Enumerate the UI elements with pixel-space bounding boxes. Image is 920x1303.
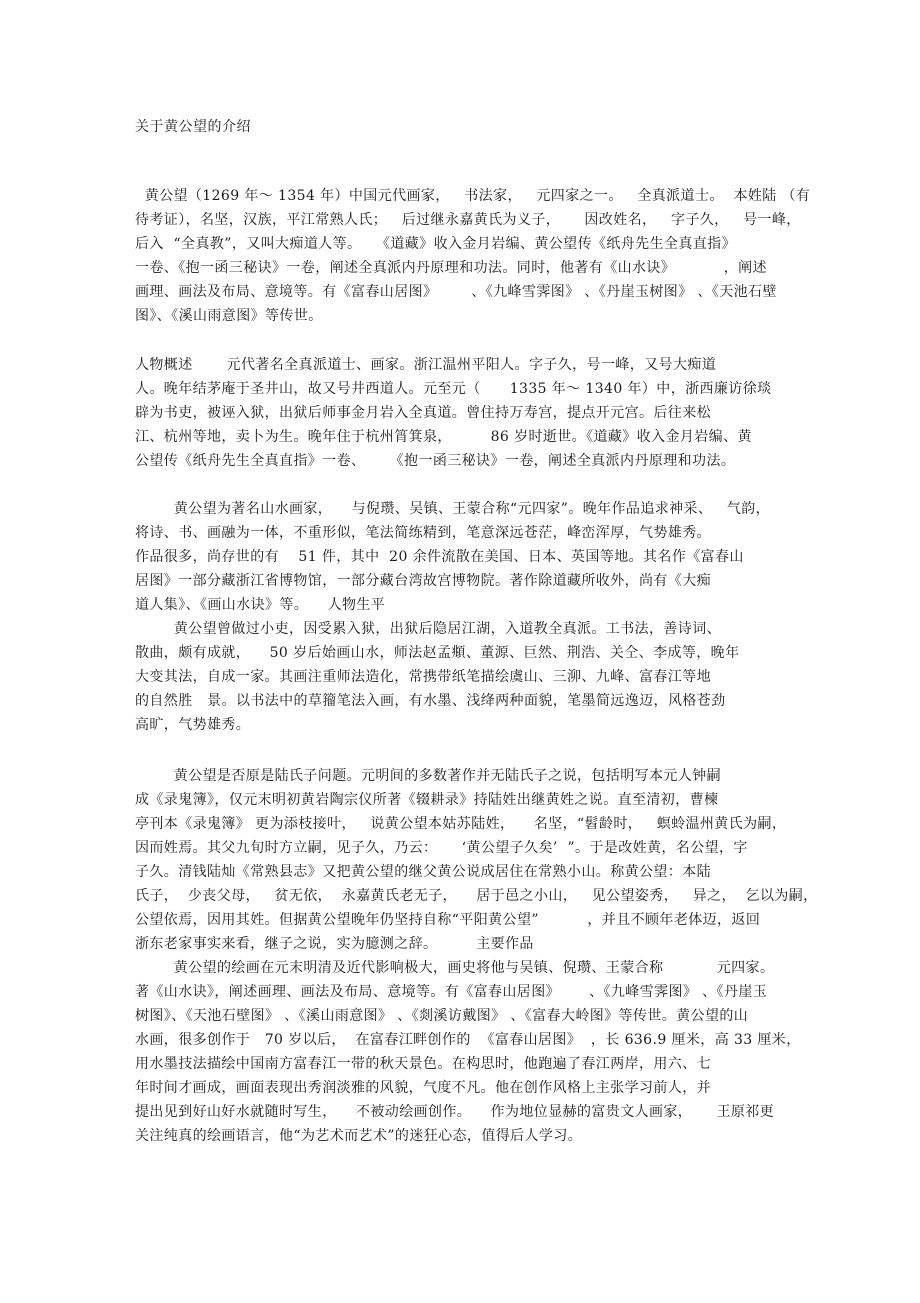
text-line: 一卷、《抱一函三秘诀》一卷，阐述全真派内丹原理和功法。同时，他著有《山水诀》 ，阐述 <box>135 260 767 276</box>
text-line: 将诗、书、画融为一体，不重形似，笔法简练精到，笔意深远苍茫，峰峦浑厚，气势雄秀。 <box>135 525 711 541</box>
document-title: 关于黄公望的介绍 <box>135 119 251 135</box>
text-line: 提出见到好山好水就随时写生， 不被动绘画创作。 作为地位显赫的富贵文人画家， 王原祁更 <box>135 1104 775 1120</box>
text-line: 亭刊本《录鬼簿》 更为添枝接叶， 说黄公望本姑苏陆姓， 名坚，“髫龄时， 螟蛉温州黄氏为嗣， <box>135 816 787 832</box>
text-line: 黄公望是否原是陆氏子问题。元明间的多数著作并无陆氏子之说，包括明写本元人钟嗣 <box>135 768 721 784</box>
text-line: 用水墨技法描绘中国南方富春江一带的秋天景色。在构思时，他跑遍了春江两岸，用六、七 <box>135 1056 711 1072</box>
text-line: 人。晚年结茅庵于圣井山，故又号井西道人。元至元（ 1335 年～ 1340 年）中，浙西廉访徐琰 <box>135 381 772 397</box>
text-line: 黄公望的绘画在元末明清及近代影响极大，画史将他与吴镇、倪瓒、王蒙合称 元四家。 <box>135 960 775 976</box>
text-line: 年时间才画成，画面表现出秀润淡雅的风貌，气度不凡。他在创作风格上主张学习前人，并 <box>135 1080 711 1096</box>
text-line: 树图》、《天池石壁图》 、《溪山雨意图》 、《剡溪访戴图》 、《富春大岭图》等传世。黄公望的山 <box>135 1008 749 1024</box>
text-line: 待考证），名坚，汉族，平江常熟人氏； 后过继永嘉黄氏为义子， 因改姓名， 字子久， 号一峰， <box>135 212 801 228</box>
text-line: 居图》一部分藏浙江省博物馆，一部分藏台湾故宫博物院。著作除道藏所收外，尚有《大痴 <box>135 573 711 589</box>
text-line: 黄公望（1269 年～ 1354 年）中国元代画家， 书法家， 元四家之一。 全真派道士。 本姓陆 （有 <box>135 188 811 204</box>
text-line: 作品很多，尚存世的有 51 件，其中 20 余件流散在美国、日本、英国等地。其名作《富春山 <box>135 549 744 565</box>
text-line: 水画，很多创作于 70 岁以后， 在富春江畔创作的 《富春山居图》 ，长 636.9 厘米，高 33 厘米， <box>135 1032 801 1048</box>
text-line: 图》、《溪山雨意图》等传世。 <box>135 308 323 324</box>
text-line: 道人集》、《画山水诀》等。 人物生平 <box>135 597 386 613</box>
text-line: 因而姓焉。其父九旬时方立嗣，见子久，乃云： ‘黄公望子久矣’ ”。于是改姓黄，名公望，字 <box>135 840 748 856</box>
text-line: 辟为书吏，被诬入狱，出狱后师事金月岩入全真道。曾住持万寿宫，提点开元宫。后往来松 <box>135 405 711 421</box>
text-line: 人物概述 元代著名全真派道士、画家。浙江温州平阳人。字子久，号一峰，又号大痴道 <box>135 357 717 373</box>
text-line: 浙东老家事实来看，继子之说，实为臆测之辞。 主要作品 <box>135 936 534 952</box>
text-line: 画理、画法及布局、意境等。有《富春山居图》 、《九峰雪霁图》 、《丹崖玉树图》 、《天池石壁 <box>135 284 777 300</box>
text-line: 公望传《纸舟先生全真直指》一卷、 《抱一函三秘诀》一卷，阐述全真派内丹原理和功法。 <box>135 453 736 469</box>
text-line: 著《山水诀》，阐述画理、画法及布局、意境等。有《富春山居图》 、《九峰雪霁图》 、《丹崖玉 <box>135 984 768 1000</box>
text-line: 江、杭州等地，卖卜为生。晚年住于杭州筲箕泉， 86 岁时逝世。《道藏》收入金月岩编、黄 <box>135 429 752 445</box>
text-line: 氏子， 少丧父母， 贫无依， 永嘉黄氏老无子， 居于邑之小山， 见公望姿秀， 异之， 乞以为嗣， <box>135 888 818 904</box>
text-line: 高旷，气势雄秀。 <box>135 717 251 733</box>
text-line: 散曲，颇有成就， 50 岁后始画山水，师法赵孟頫、董源、巨然、荆浩、关仝、李成等，晚年 <box>135 645 740 661</box>
text-line: 大变其法，自成一家。其画注重师法造化，常携带纸笔描绘虞山、三泖、九峰、富春江等地 <box>135 669 711 685</box>
text-line: 黄公望曾做过小吏，因受累入狱，出狱后隐居江湖，入道教全真派。工书法，善诗词、 <box>135 621 721 637</box>
text-line: 的自然胜 景。以书法中的草籀笔法入画，有水墨、浅绛两种面貌，笔墨简远逸迈，风格苍劲 <box>135 693 726 709</box>
text-line: 后入 “全真教”，又叫大痴道人等。 《道藏》收入金月岩编、黄公望传《纸舟先生全真直指》 <box>135 236 736 252</box>
text-line: 成《录鬼簿》，仅元末明初黄岩陶宗仪所著《辍耕录》持陆姓出继黄姓之说。直至清初，曹楝 <box>135 792 719 808</box>
text-line: 黄公望为著名山水画家， 与倪瓒、吴镇、王蒙合称“元四家”。晚年作品追求神采、 气韵， <box>135 501 771 517</box>
text-line: 关注纯真的绘画语言，他“为艺术而艺术”的迷狂心态，值得后人学习。 <box>135 1128 583 1144</box>
text-line: 子久。清钱陆灿《常熟县志》又把黄公望的继父黄公说成居住在常熟小山。称黄公望：本陆 <box>135 864 711 880</box>
text-line: 公望依焉，因用其姓。但据黄公望晚年仍坚持自称“平阳黄公望” ，并且不顾年老体迈，返回 <box>135 912 761 928</box>
